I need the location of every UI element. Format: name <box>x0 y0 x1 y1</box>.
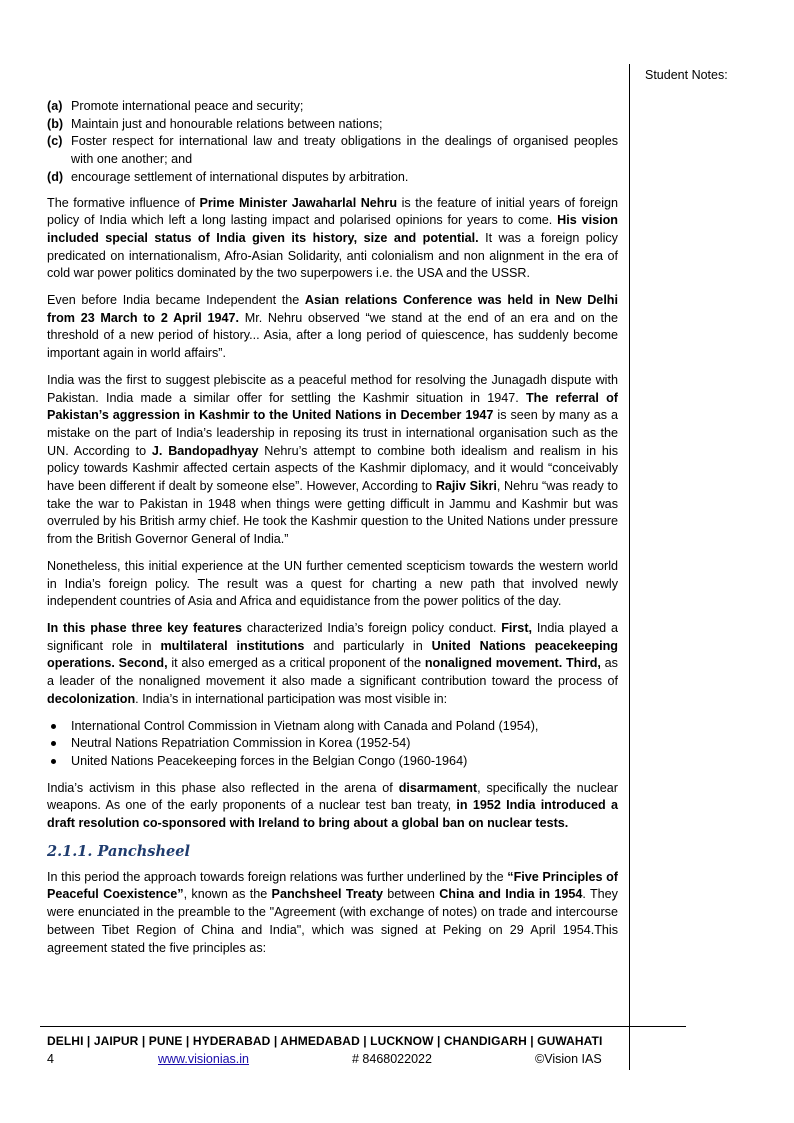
list-text: encourage settlement of international disputes by arbitration. <box>71 169 409 184</box>
main-content <box>47 98 618 966</box>
text-run: Nehru’s attempt to combine both idealism and realism in his policy towards Kashmir affected certain aspects of the Kashmir diplomacy, and it would “conceivably have been different if dealt by someone else”. However, According to <box>47 443 618 494</box>
list-text: Maintain just and honourable relations between nations; <box>71 116 383 131</box>
list-item <box>47 718 618 736</box>
bold-run: decolonization <box>47 691 136 706</box>
bold-run: The referral of Pakistan’s aggression in Kashmir to the United Nations in December 1947 <box>47 390 618 423</box>
list-item <box>47 753 618 771</box>
text-run: as a leader of the nonaligned movement it also made a significant contribution toward the process of <box>47 656 618 689</box>
text-run: Mr. Nehru observed “we stand at the end of an era and on the threshold of a new period of history... Asia, after a long period of quiescence, has suddenly become important again in world affairs”. <box>47 310 618 361</box>
bold-run: Rajiv Sikri <box>435 479 497 494</box>
text-run: is seen by many as a mistake on the part of India’s leadership in reposing its trust in international organisation such as the UN. According to <box>47 408 618 458</box>
list-text: United Nations Peacekeeping forces in the Belgian Congo (1960-1964) <box>71 753 468 768</box>
paragraph-key-features <box>47 620 618 709</box>
bold-run: China and India in 1954 <box>439 887 583 902</box>
footer-divider <box>40 1026 686 1027</box>
text-run: In this period the approach towards foreign relations was further underlined by the <box>47 869 508 884</box>
footer-cities: DELHI | JAIPUR | PUNE | HYDERABAD | AHMEDABAD | LUCKNOW | CHANDIGARH | GUWAHATI <box>47 1034 603 1048</box>
paragraph-asian-conference <box>47 292 618 363</box>
list-label: (c) <box>47 134 63 149</box>
list-text: Neutral Nations Repatriation Commission in Korea (1952-54) <box>71 736 411 751</box>
list-item <box>47 735 618 753</box>
bold-run: “Five Principles of Peaceful Coexistence” <box>47 869 618 902</box>
text-run: , specifically the nuclear weapons. As one of the early proponents of a nuclear test ban treaty, <box>47 780 618 813</box>
text-run: it also emerged as a critical proponent of the <box>167 656 425 671</box>
section-heading: 2.1.1. Panchsheel <box>47 842 190 860</box>
bold-run: Prime Minister Jawaharlal Nehru <box>199 195 398 210</box>
list-text: International Control Commission in Vietnam along with Canada and Poland (1954), <box>71 718 539 733</box>
text-run: Nonetheless, this initial experience at the UN further cemented scepticism towards the western world in India’s foreign policy. The result was a quest for charting a new path that involved newly independent countries of Asia and Africa and equidistance from the power politics of the day. <box>47 558 618 609</box>
text-run: Even before India became Independent the <box>47 293 305 308</box>
student-notes-label: Student Notes: <box>645 68 728 82</box>
list-label: (a) <box>47 99 63 113</box>
bold-run: His vision included special status of India given its history, size and potential. <box>47 213 618 245</box>
list-item <box>47 133 618 168</box>
page-number: 4 <box>47 1052 54 1066</box>
text-run: characterized India’s foreign policy conduct. <box>242 620 502 635</box>
text-run: India’s activism in this phase also reflected in the arena of <box>47 780 399 795</box>
text-run: India played a significant role in <box>47 620 618 653</box>
paragraph-disarmament <box>47 780 618 833</box>
text-run: is the feature of initial years of foreign policy of India which left a long lasting impact and polarised opinions for years to come. <box>47 195 619 228</box>
bold-run: United Nations peacekeeping operations. Second, <box>47 638 618 671</box>
text-run: It was a foreign policy predicated on internationalism, Afro-Asian Solidarity, anti colonialism and non alignment in the era of cold war power politics dominated by the two superpowers i.e. the USA and the USSR. <box>47 230 618 281</box>
text-run: and particularly in <box>304 638 432 653</box>
notes-divider-vertical <box>629 64 630 1070</box>
list-label: (d) <box>47 169 64 184</box>
list-item <box>47 116 618 134</box>
bold-run: J. Bandopadhyay <box>151 443 259 458</box>
bold-run: Asian relations Conference was held in New Delhi from 23 March to 2 April 1947. <box>47 293 619 325</box>
paragraph-un-scepticism <box>47 558 618 611</box>
bullet-icon <box>51 724 56 729</box>
bold-run: First, <box>501 620 533 635</box>
text-run: , Nehru “was ready to take the war to Pakistan in 1948 when things were getting difficult in Jammu and Kashmir but was overruled by his British army chief. He took the Kashmir question to the United Nations under pressure from the British Governor General of India.” <box>47 479 618 547</box>
website-link[interactable]: www.visionias.in <box>158 1052 250 1066</box>
bold-run: disarmament <box>398 780 478 795</box>
copyright: ©Vision IAS <box>535 1052 602 1066</box>
bold-run: multilateral institutions <box>160 638 305 653</box>
text-run: The formative influence of <box>47 195 200 210</box>
paragraph-nehru-influence <box>47 195 618 284</box>
list-item <box>47 169 618 187</box>
text-run: between <box>382 887 440 902</box>
participation-list <box>47 718 618 771</box>
objectives-list <box>47 98 618 187</box>
phone-number: # 8468022022 <box>352 1052 432 1066</box>
paragraph-kashmir <box>47 372 618 549</box>
bullet-icon <box>51 741 56 746</box>
bold-run: In this phase three key features <box>47 620 243 635</box>
bold-run: in 1952 India introduced a draft resolution co-sponsored with Ireland to bring about a global ban on nuclear tests. <box>47 798 618 831</box>
text-run: . They were enunciated in the preamble to the "Agreement (with exchange of notes) on trade and intercourse between Tibet Region of China and India", which was signed at Peking on 29 April 1954.This agreement stated the five principles as: <box>47 887 618 955</box>
list-text: Promote international peace and security; <box>71 99 304 113</box>
bold-run: Panchsheel Treaty <box>271 887 383 902</box>
text-run: . India’s in international participation was most visible in: <box>135 691 448 706</box>
list-text: Foster respect for international law and treaty obligations in the dealings of organised peoples with one another; and <box>71 134 618 167</box>
list-label: (b) <box>47 116 64 131</box>
list-item <box>47 98 618 116</box>
paragraph-panchsheel <box>47 869 618 958</box>
text-run: , known as the <box>183 887 272 902</box>
bullet-icon <box>51 759 56 764</box>
text-run: India was the first to suggest plebiscite as a peaceful method for resolving the Junagadh dispute with Pakistan. India made a similar offer for settling the Kashmir situation in 1947. <box>47 372 618 405</box>
bold-run: nonaligned movement. Third, <box>424 656 601 671</box>
